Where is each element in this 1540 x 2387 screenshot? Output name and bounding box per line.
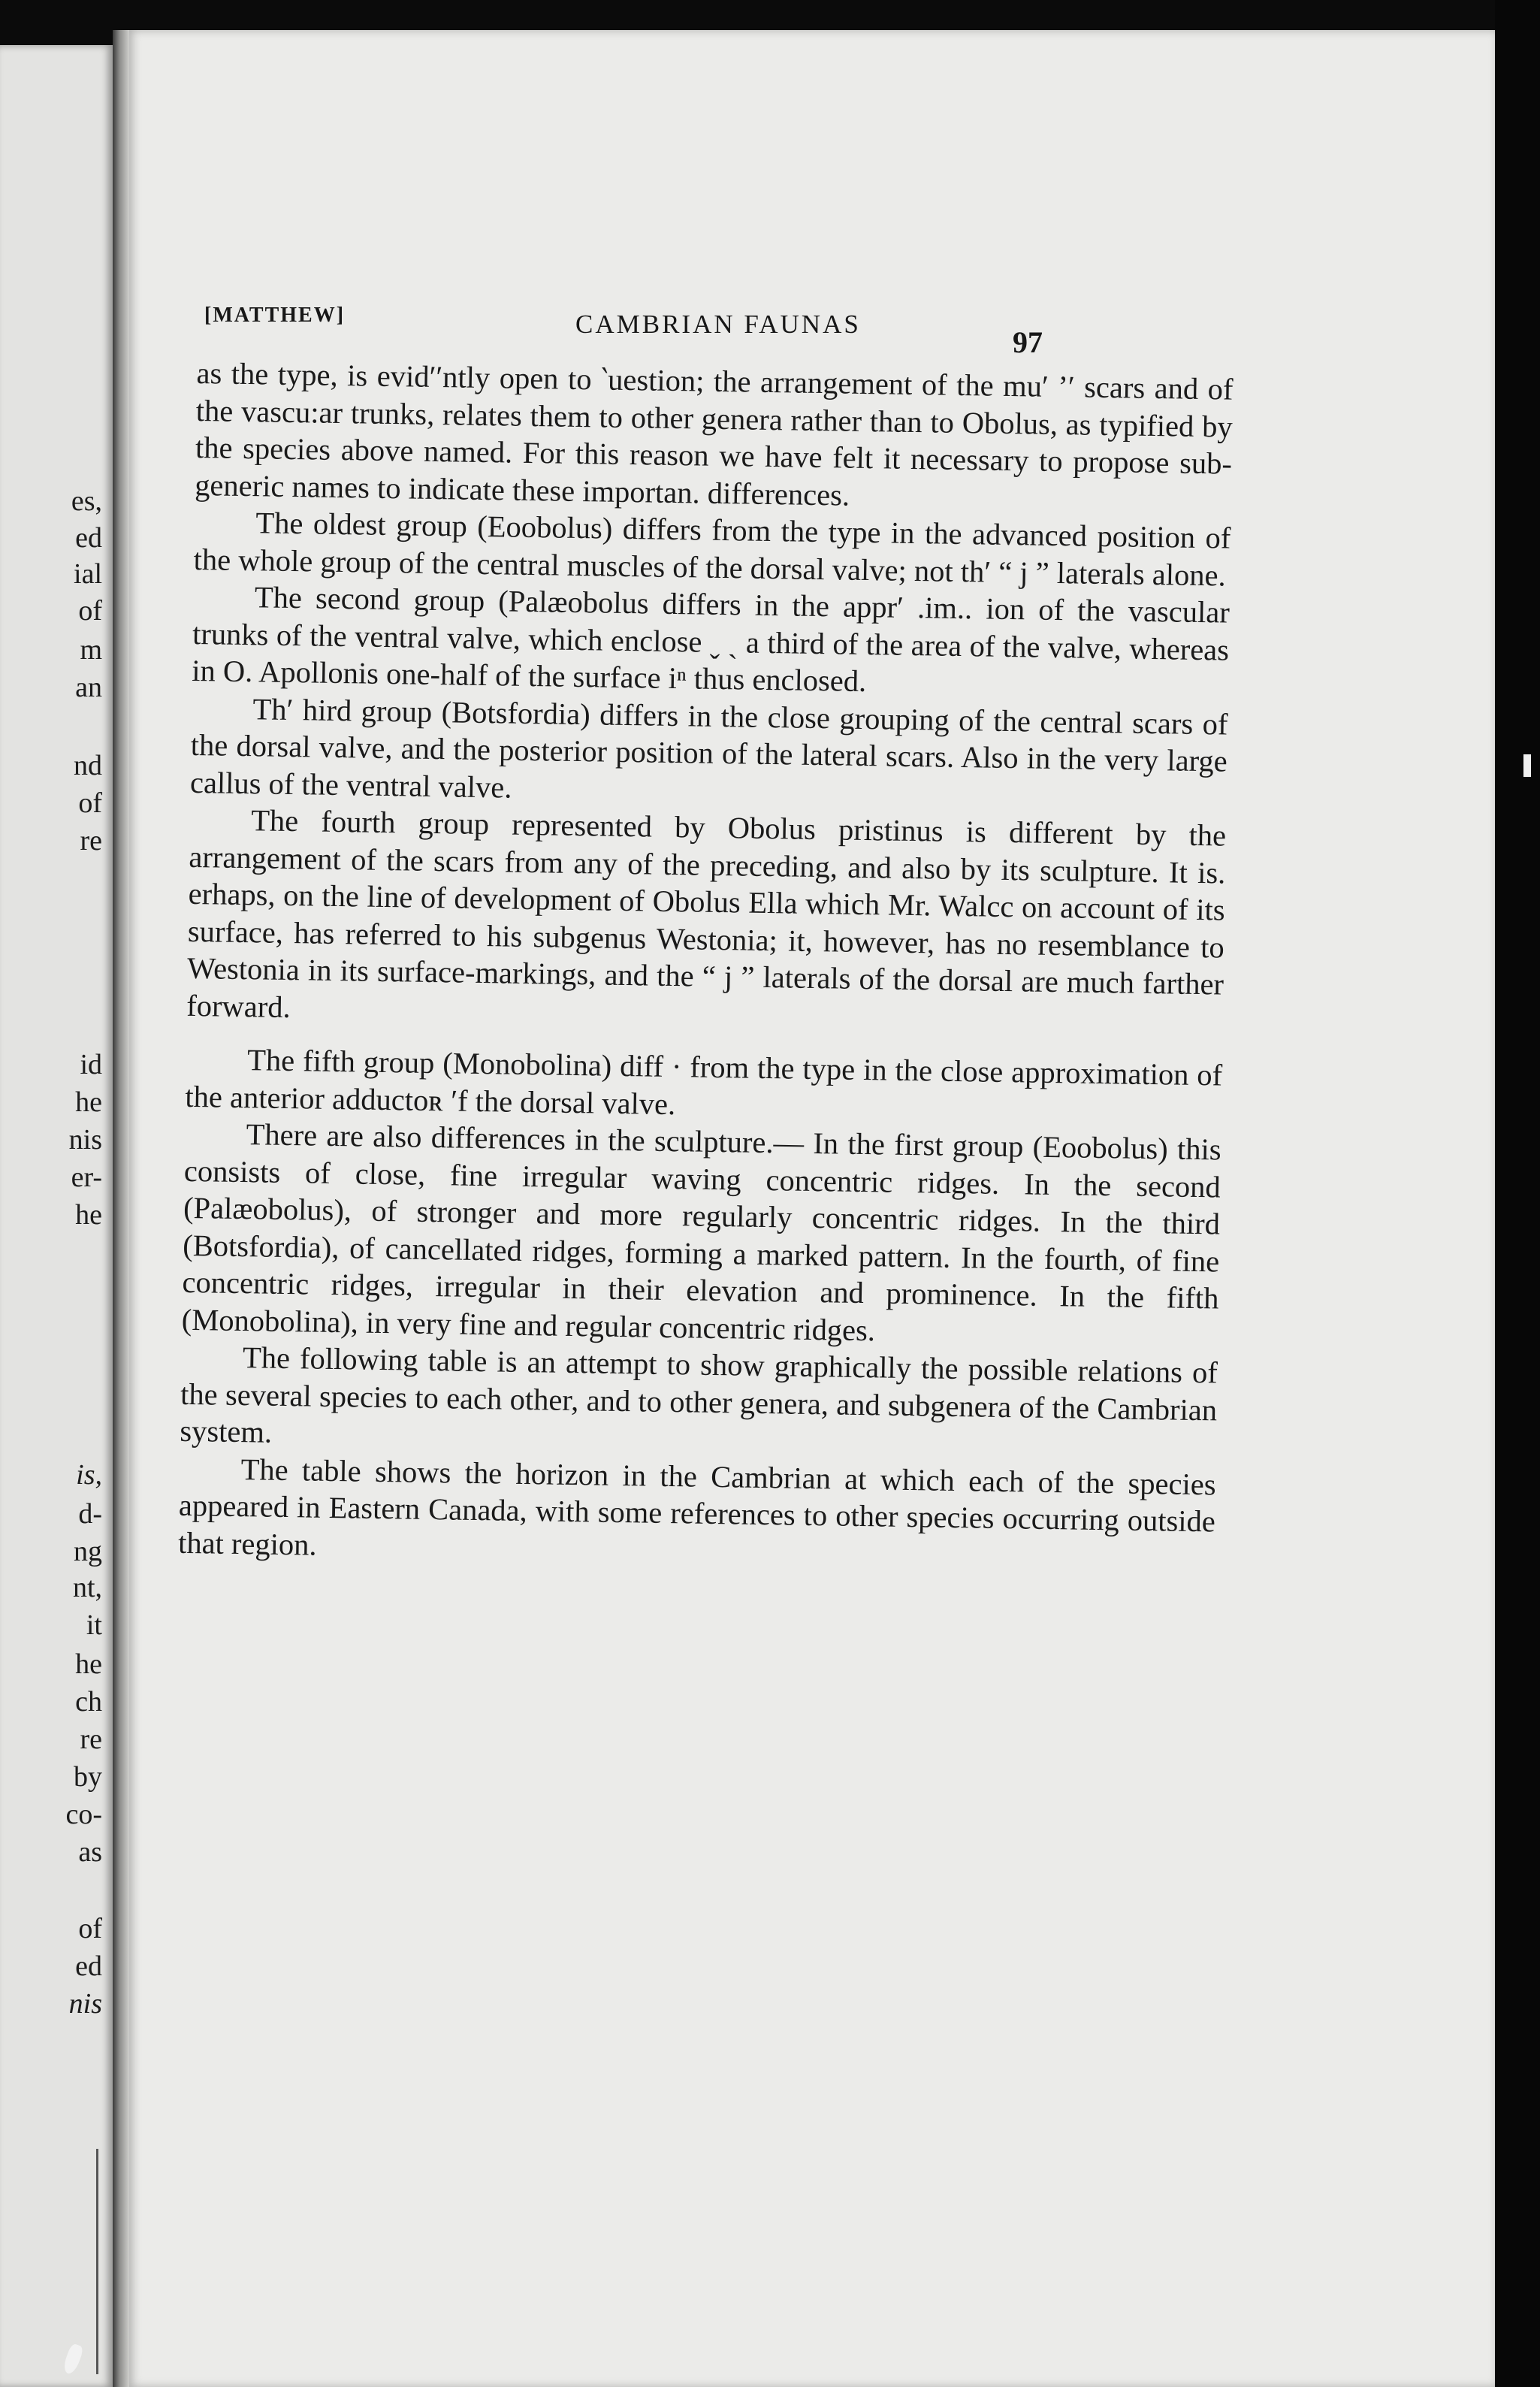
fragment: he <box>75 1086 102 1118</box>
book-gutter <box>113 30 129 2387</box>
paragraph-5: The fourth group represented by Obolus pristinus is different by the arrangement of the scars from any of the preceding, and also by its sculpture. It is. erhaps, on the line of development of Obolus Ella which Mr. Walcc on account of its surface, has referred to his subgenus Westonia; it, however, has no resemblance to Westonia in its surface-markings, and the “ j ” laterals of the dorsal are much farther forward. <box>186 803 1227 1024</box>
paragraph-3: The second group (Palæobolus differs in the appr′ .im.. ion of the vascular trunks of the ventral valve, which enclose ˬ ˎ a third of the area of the valve, whereas in O. Apollonis one-half of the surface iⁿ thus enclosed. <box>192 580 1230 699</box>
fragment: by <box>74 1761 102 1793</box>
scan-border-right <box>1495 0 1540 2387</box>
author-tag: [MATTHEW] <box>204 304 346 327</box>
paragraph-4: Th′ hird group (Botsfordia) differs in the close grouping of the central scars of the dorsal valve, and the posterior position of the lateral scars. Also in the very large callus of the ventral valve. <box>189 691 1228 805</box>
body-text <box>178 355 1234 1577</box>
fragment: is, <box>76 1459 102 1491</box>
fragment: d- <box>78 1498 102 1530</box>
fragment: nis <box>68 1988 102 2020</box>
fragment: ed <box>75 1950 102 1982</box>
paragraph-2: The oldest group (Eoobolus) differs from the type in the advanced position of the whole group of the central muscles of the dorsal valve; not th′ “ j ” laterals alone. <box>193 506 1231 593</box>
running-head <box>204 299 1241 344</box>
fragment: of <box>78 787 102 819</box>
fragment: re <box>80 825 102 857</box>
fragment: ial <box>74 558 102 590</box>
gutter-shadow-line <box>96 2149 98 2374</box>
fragment: he <box>75 1648 102 1680</box>
fragment: co- <box>65 1799 102 1830</box>
fragment: ch <box>75 1686 102 1718</box>
fragment: ng <box>74 1536 102 1567</box>
fragment: he <box>75 1199 102 1231</box>
fragment: er- <box>71 1162 102 1193</box>
paragraph-9: The table shows the horizon in the Cambrian at which each of the species appeared in Eastern Canada, with some references to other species occurring outside that region. <box>177 1452 1216 1562</box>
paragraph-6: The fifth group (Monobolina) diff · from the type in the close approximation of the anterior adductoʀ ′f the dorsal valve. <box>185 1043 1223 1121</box>
scan-artifact <box>1523 754 1531 777</box>
fragment: of <box>78 595 102 627</box>
fragment: id <box>80 1049 102 1080</box>
fragment: m <box>80 634 102 666</box>
fragment: nd <box>74 750 102 781</box>
paragraph-7: There are also differences in the sculpture.— In the first group (Eoobolus) this consists of close, fine irregular waving concentric ridges. In the second (Palæobolus), of stronger and more regularly concentric ridges. In the third (Botsfordia), of cancellated ridges, forming a marked pattern. In the fourth, of fine concentric ridges, irregular in their elevation and prominence. In the fifth (Monobolina), in very fine and regular concentric ridges. <box>181 1117 1221 1347</box>
fragment: of <box>78 1913 102 1944</box>
fragment: nis <box>68 1124 102 1156</box>
fragment: es, <box>71 485 102 517</box>
paragraph-1: as the type, is evid′′ntly open to ‵uestion; the arrangement of the mu′ ’′ scars and of the vascu:ar trunks, relates them to other genera rather than to Obolus, as typified by the species above named. For this reason we have felt it necessary to propose sub-generic names to indicate these importan. differences. <box>194 355 1234 512</box>
page-number: 97 <box>1013 325 1043 359</box>
fragment: nt, <box>72 1572 102 1603</box>
fragment: it <box>86 1609 102 1641</box>
previous-page-text-fragments <box>0 0 113 2387</box>
fragment: ed <box>75 522 102 554</box>
running-title: CAMBRIAN FAUNAS <box>575 310 861 339</box>
paragraph-8: The following table is an attempt to show graphically the possible relations of the several species to each other, and to other genera, and subgenera of the Cambrian system. <box>180 1340 1218 1449</box>
fragment: an <box>75 672 102 703</box>
fragment: re <box>80 1724 102 1755</box>
fragment: as <box>78 1836 102 1868</box>
